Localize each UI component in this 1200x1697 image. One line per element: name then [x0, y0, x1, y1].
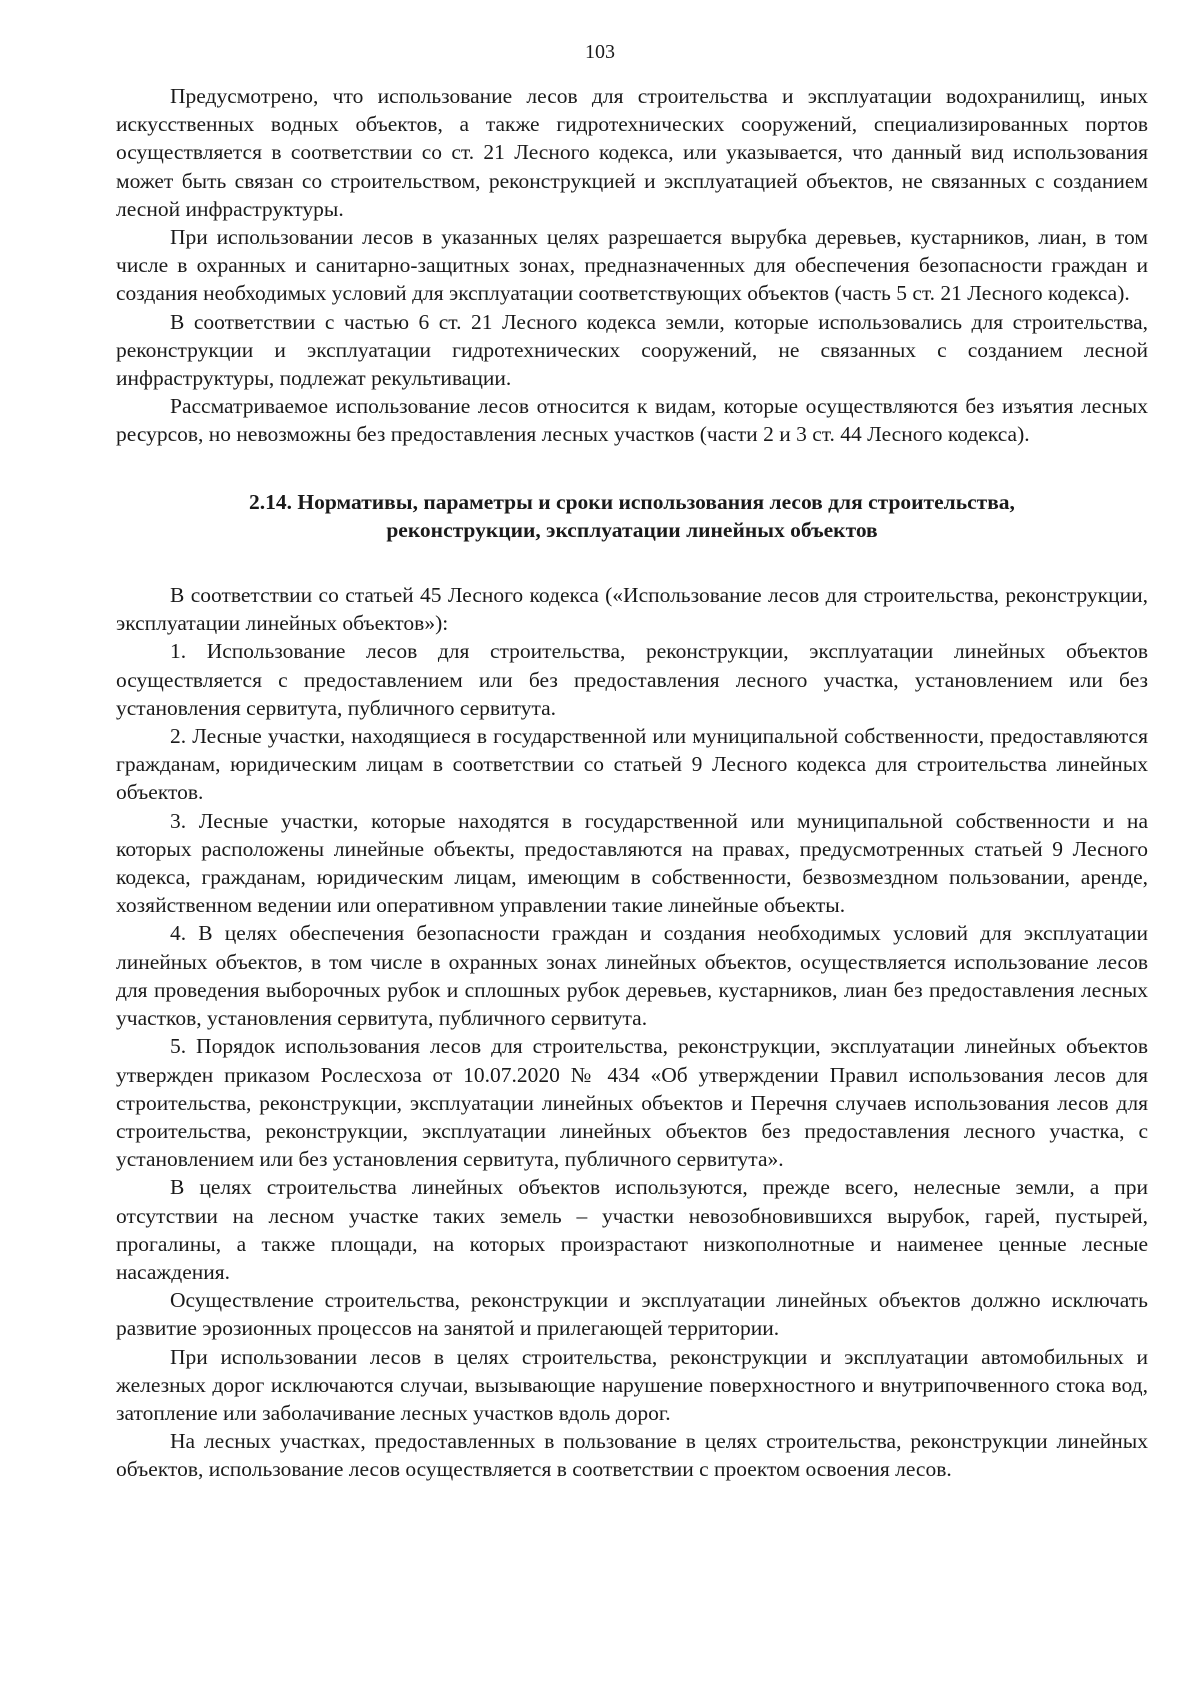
section-heading — [116, 488, 1148, 544]
section-paragraph: Осуществление строительства, реконструкции и эксплуатации линейных объектов должно исключать развитие эрозионных процессов на занятой и прилегающей территории. — [116, 1288, 1148, 1341]
section-paragraph: В соответствии со статьей 45 Лесного кодекса («Использование лесов для строительства, реконструкции, эксплуатации линейных объектов»): — [116, 583, 1148, 636]
page-number: 103 — [585, 41, 615, 63]
intro-paragraph: При использовании лесов в указанных целях разрешается вырубка деревьев, кустарников, лиан, в том числе в охранных и санитарно-защитных зонах, предназначенных для обеспечения безопасности граждан и создания необходимых условий для эксплуатации соответствующих объектов (часть 5 ст. 21 Лесного кодекса). — [116, 225, 1148, 306]
section-list-item: 5. Порядок использования лесов для строительства, реконструкции, эксплуатации линейных объектов утвержден приказом Рослесхоза от 10.07.2020 № 434 «Об утверждении Правил использования лесов для строительства, реконструкции, эксплуатации линейных объектов и Перечня случаев использования лесов для строительства, реконструкции, эксплуатации линейных объектов без предоставления лесного участка, с установлением или без установления сервитута, публичного сервитута». — [116, 1034, 1148, 1172]
section-paragraph: При использовании лесов в целях строительства, реконструкции и эксплуатации автомобильных и железных дорог исключаются случаи, вызывающие нарушение поверхностного и внутрипочвенного стока вод, затопление или заболачивание лесных участков вдоль дорог. — [116, 1344, 1148, 1425]
intro-paragraph: В соответствии с частью 6 ст. 21 Лесного кодекса земли, которые использовались для строительства, реконструкции и эксплуатации гидротехнических сооружений, не связанных с созданием лесной инфраструктуры, подлежат рекультивации. — [116, 309, 1148, 391]
section-list-item: 3. Лесные участки, которые находятся в государственной или муниципальной собственности и на которых расположены линейные объекты, предоставляются на правах, предусмотренных статьей 9 Лесного кодекса, гражданам, юридическим лицам, имеющим в собственности, безвозмездном пользовании, аренде, хозяйственном ведении или оперативном управлении такие линейные объекты. — [116, 808, 1148, 918]
intro-paragraph: Рассматриваемое использование лесов относится к видам, которые осуществляются без изъятия лесных ресурсов, но невозможны без предоставления лесных участков (части 2 и 3 ст. 44 Лесного кодекса). — [116, 394, 1148, 447]
intro-paragraph: Предусмотрено, что использование лесов для строительства и эксплуатации водохранилищ, иных искусственных водных объектов, а также гидротехнических сооружений, специализированных портов осуществляется в соответствии со ст. 21 Лесного кодекса, или указывается, что данный вид использования может быть связан со строительством, реконструкцией и эксплуатацией объектов, не связанных с созданием лесной инфраструктуры. — [116, 84, 1148, 221]
section-heading-line: 2.14. Нормативы, параметры и сроки использования лесов для строительства, — [249, 489, 1015, 514]
section-list-item: 2. Лесные участки, находящиеся в государственной или муниципальной собственности, предоставляются гражданам, юридическим лицам в соответствии со статьей 9 Лесного кодекса для строительства линейных объектов. — [116, 724, 1148, 805]
section-list-item: 1. Использование лесов для строительства, реконструкции, эксплуатации линейных объектов осуществляется с предоставлением или без предоставления лесного участка, установлением или без установления сервитута, публичного сервитута. — [116, 639, 1148, 720]
section-paragraph: В целях строительства линейных объектов используются, прежде всего, нелесные земли, а при отсутствии на лесном участке таких земель – участки невозобновившихся вырубок, гарей, пустырей, прогалины, а также площади, на которых произрастают низкополнотные и наименее ценные лесные насаждения. — [116, 1175, 1148, 1284]
section-heading-line: реконструкции, эксплуатации линейных объектов — [386, 517, 878, 542]
section-paragraph: На лесных участках, предоставленных в пользование в целях строительства, реконструкции линейных объектов, использование лесов осуществляется в соответствии с проектом освоения лесов. — [116, 1429, 1148, 1482]
page-content — [116, 82, 1148, 1484]
section-list-item: 4. В целях обеспечения безопасности граждан и создания необходимых условий для эксплуатации линейных объектов, в том числе в охранных зонах линейных объектов, осуществляется использование лесов для проведения выборочных рубок и сплошных рубок деревьев, кустарников, лиан без предоставления лесных участков, установления сервитута, публичного сервитута. — [116, 921, 1148, 1031]
